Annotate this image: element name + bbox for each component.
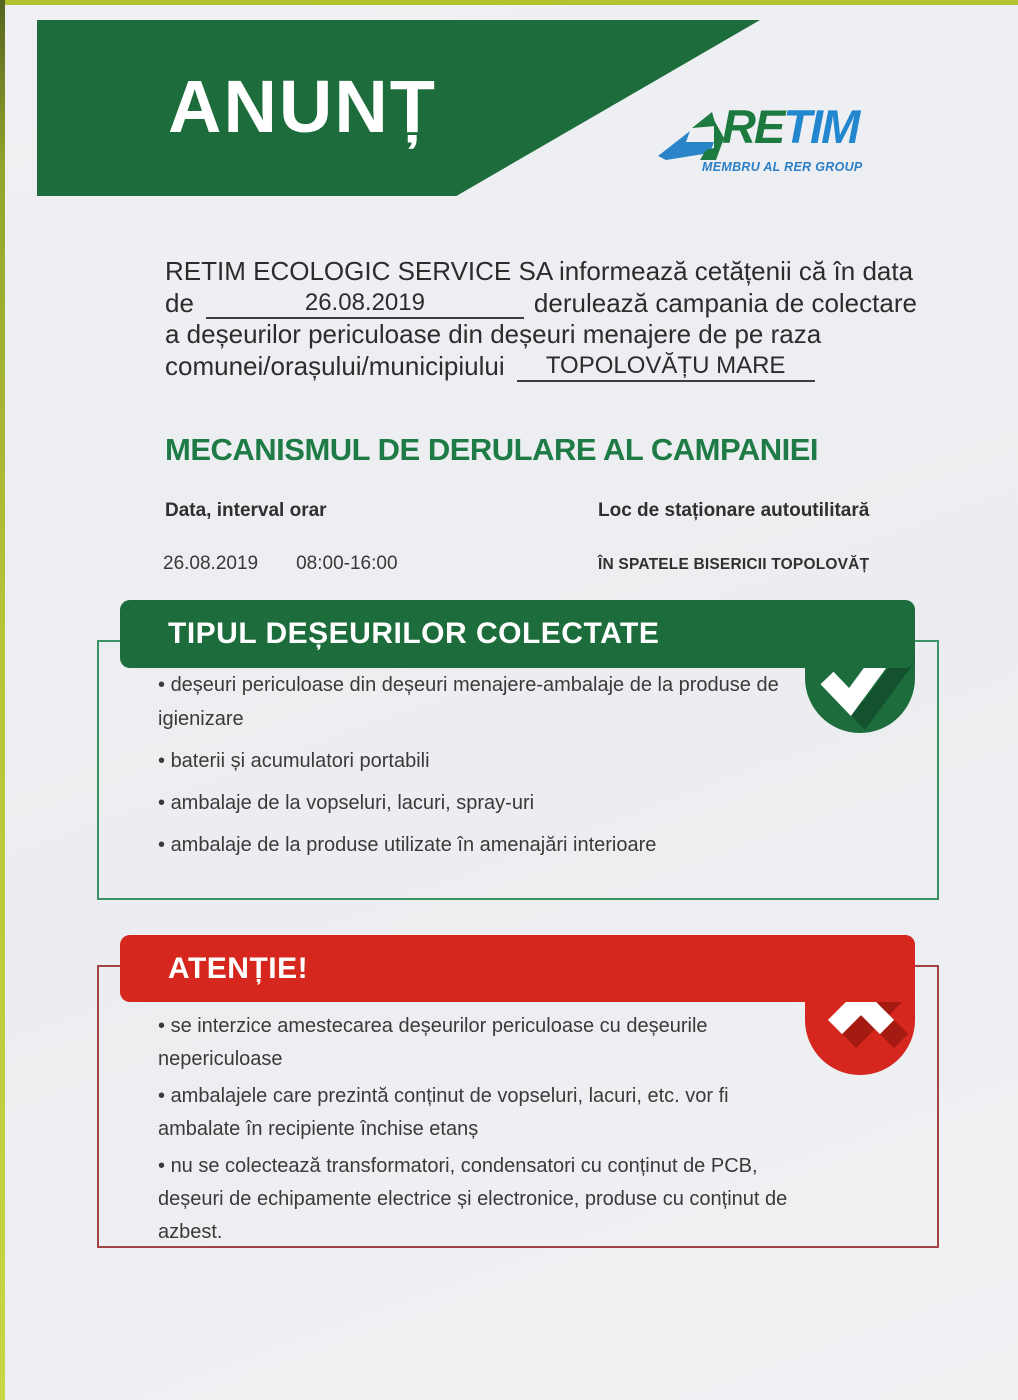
date-fill-in: 26.08.2019 [206, 289, 524, 319]
recycle-triangle-icon [656, 110, 728, 166]
scan-edge-left [0, 0, 5, 1400]
schedule-location-header: Loc de staționare autoutilitară [598, 500, 870, 521]
intro-line-2 [165, 288, 925, 320]
list-item: • nu se colectează transformatori, condensatori cu conținut de PCB, deșeuri de echipamente electrice și electronice, produse cu conținut de azbest. [158, 1150, 798, 1249]
schedule-date: 26.08.2019 [163, 553, 259, 574]
intro-line2-suffix: derulează campania de colectare [533, 287, 917, 318]
section-heading: MECANISMUL DE DERULARE AL CAMPANIEI [165, 432, 819, 467]
intro-line-4 [165, 351, 925, 383]
collected-items-list [158, 668, 793, 870]
schedule-date-value [163, 553, 398, 575]
list-item: • ambalajele care prezintă conținut de vopseluri, lacuri, etc. vor fi ambalate în recipiente închise etanș [158, 1080, 798, 1146]
intro-line-1: RETIM ECOLOGIC SERVICE SA informează cetățenii că în data [165, 256, 914, 286]
intro-paragraph [165, 256, 925, 382]
collected-section-bar [120, 600, 915, 668]
collected-section-title: TIPUL DEȘEURILOR COLECTATE [168, 617, 660, 650]
list-item: • ambalaje de la produse utilizate în amenajări interioare [158, 828, 793, 862]
scan-edge-top [0, 0, 1018, 5]
list-item: • se interzice amestecarea deșeurilor periculoase cu deșeurile nepericuloase [158, 1010, 798, 1076]
schedule-date-header: Data, interval orar [165, 500, 327, 521]
logo-text-re: RE [722, 100, 784, 153]
attention-section-title: ATENȚIE! [168, 952, 309, 985]
locality-fill-in: TOPOLOVĂȚU MARE [517, 352, 815, 382]
page-title: ANUNȚ [168, 65, 437, 148]
intro-line4-prefix: comunei/orașului/municipiului [165, 350, 505, 381]
attention-section-bar [120, 935, 915, 1002]
list-item: • ambalaje de la vopseluri, lacuri, spray-uri [158, 786, 793, 820]
list-item: • deșeuri periculoase din deșeuri menajere-ambalaje de la produse de igienizare [158, 668, 793, 736]
retim-logo [656, 100, 896, 184]
intro-line-3: a deșeurilor periculoase din deșeuri menajere de pe raza [165, 319, 822, 349]
attention-items-list [158, 1010, 798, 1253]
schedule-hours: 08:00-16:00 [296, 553, 398, 574]
retim-wordmark [722, 96, 858, 157]
logo-tagline: MEMBRU AL RER GROUP [702, 160, 863, 174]
list-item: • baterii și acumulatori portabili [158, 744, 793, 778]
logo-text-tim: TIM [783, 100, 859, 153]
intro-line2-prefix: de [165, 287, 194, 318]
schedule-location-value: ÎN SPATELE BISERICII TOPOLOVĂȚ [598, 556, 870, 573]
